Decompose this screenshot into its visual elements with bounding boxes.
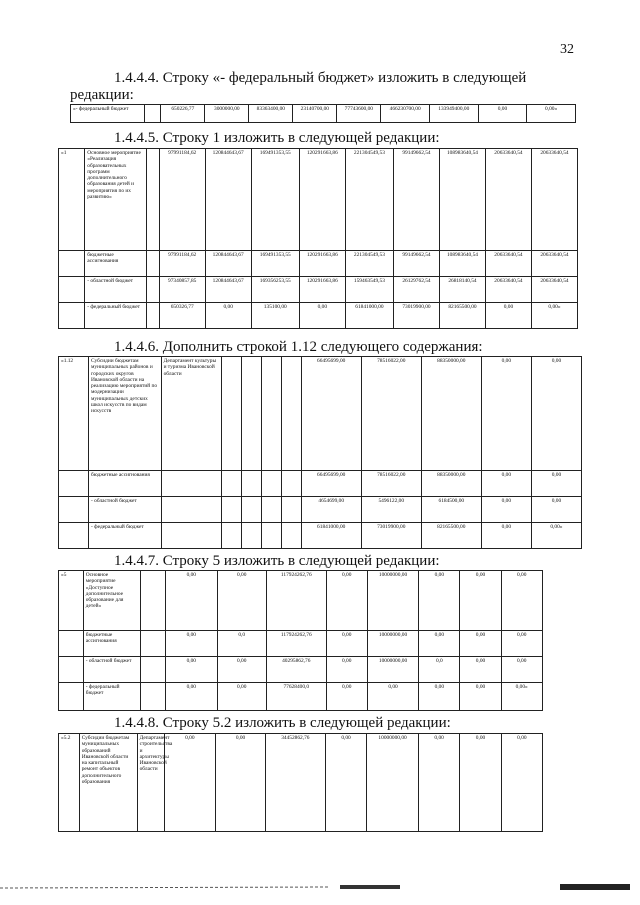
value-cell: 0,00 <box>481 523 531 549</box>
row-number-cell: «1 <box>59 149 85 251</box>
value-cell: 78516022,00 <box>361 471 421 497</box>
value-cell: 26129762,54 <box>394 277 440 303</box>
value-cell: 20633640,54 <box>531 149 577 251</box>
value-cell: 10000000,00 <box>367 571 418 631</box>
value-cell: 97991184,62 <box>159 149 205 251</box>
table-row <box>59 497 582 523</box>
value-cell: 78516022,00 <box>361 357 421 471</box>
value-cell: 0,00 <box>217 571 266 631</box>
value-cell: 169356253,55 <box>251 277 299 303</box>
row-label-cell: - областной бюджет <box>89 497 162 523</box>
value-cell: 0,00 <box>217 683 266 711</box>
value-cell: 120291663,86 <box>299 277 345 303</box>
value-cell: 0,00 <box>326 657 367 683</box>
value-cell <box>241 523 261 549</box>
heading-1-4-4-7: 1.4.4.7. Строку 5 изложить в следующей редакции: <box>114 553 440 569</box>
value-cell: 26818140,54 <box>439 277 485 303</box>
value-cell: 221304549,53 <box>345 251 393 277</box>
heading-1-4-4-6: 1.4.4.6. Дополнить строкой 1.12 следующего содержания: <box>114 339 483 355</box>
value-cell: 0,00 <box>418 734 459 832</box>
value-cell: 0,00 <box>478 105 527 123</box>
table-row <box>59 657 584 683</box>
value-cell: 650326,77 <box>159 303 205 329</box>
row-number-cell: «1.12 <box>59 357 89 471</box>
value-cell: 97991184,62 <box>159 251 205 277</box>
value-cell: 0,00 <box>326 631 367 657</box>
value-cell <box>161 471 221 497</box>
value-cell: 61841000,00 <box>301 523 361 549</box>
value-cell: 0,0 <box>217 631 266 657</box>
value-cell <box>221 523 241 549</box>
value-cell <box>146 277 159 303</box>
row-number-cell <box>59 683 84 711</box>
value-cell: 0,00 <box>326 683 367 711</box>
table-federal-budget <box>70 104 576 123</box>
table-row <box>59 149 578 251</box>
value-cell: 3000000,00 <box>205 105 249 123</box>
value-cell <box>281 497 301 523</box>
value-cell: 0,00 <box>481 471 531 497</box>
value-cell: 0,00 <box>205 303 251 329</box>
value-cell: 0,00 <box>460 683 501 711</box>
value-cell: 0,00 <box>166 683 217 711</box>
value-cell: 10000000,00 <box>367 734 419 832</box>
value-cell <box>141 657 166 683</box>
table-row <box>59 571 584 631</box>
value-cell: 0,00 <box>419 631 460 657</box>
row-label-cell: Основное мероприятие «Доступное дополнительное образование для детей» <box>83 571 141 631</box>
value-cell: 0,00» <box>501 683 542 711</box>
value-cell: 169491353,55 <box>251 251 299 277</box>
row-number-cell <box>59 471 89 497</box>
heading-1-4-4-8: 1.4.4.8. Строку 5.2 изложить в следующей редакции: <box>114 715 451 731</box>
value-cell: 0,00 <box>460 631 501 657</box>
value-cell: 221304549,53 <box>345 149 393 251</box>
value-cell: 120291663,86 <box>299 251 345 277</box>
table-row-1 <box>58 148 578 329</box>
value-cell: 0,00 <box>166 631 217 657</box>
value-cell <box>281 357 301 471</box>
value-cell: 0,00 <box>367 683 418 711</box>
heading-1-4-4-5: 1.4.4.5. Строку 1 изложить в следующей редакции: <box>114 130 440 146</box>
row-label-cell: - федеральный бюджет <box>89 523 162 549</box>
value-cell: 0,00 <box>164 734 216 832</box>
value-cell <box>221 471 241 497</box>
value-cell: 99149662,54 <box>394 251 440 277</box>
page-number: 32 <box>560 42 574 57</box>
row-label-cell: бюджетные ассигнования <box>83 631 141 657</box>
value-cell <box>281 471 301 497</box>
value-cell <box>261 357 281 471</box>
row-number-cell <box>59 277 85 303</box>
value-cell: 5496122,00 <box>361 497 421 523</box>
table-row-1-12 <box>58 356 582 549</box>
value-cell <box>261 523 281 549</box>
value-cell: 0,00 <box>166 657 217 683</box>
value-cell: 0,00 <box>460 571 501 631</box>
value-cell: 466230700,00 <box>381 105 430 123</box>
value-cell <box>146 251 159 277</box>
value-cell: 135100,00 <box>251 303 299 329</box>
value-cell: 0,00 <box>485 303 531 329</box>
value-cell <box>141 631 166 657</box>
value-cell: 133949400,00 <box>429 105 478 123</box>
value-cell: 20633640,54 <box>485 277 531 303</box>
value-cell: 0,00 <box>531 357 581 471</box>
table-row <box>71 105 576 123</box>
value-cell: 82165500,00 <box>421 523 481 549</box>
value-cell <box>281 523 301 549</box>
value-cell <box>261 471 281 497</box>
value-cell: 0,00 <box>531 471 581 497</box>
row-label-cell: - областной бюджет <box>85 277 146 303</box>
row-label-cell: бюджетные ассигнования <box>85 251 146 277</box>
value-cell: 77628400,0 <box>266 683 326 711</box>
row-number-cell <box>59 657 84 683</box>
value-cell: 23140700,00 <box>293 105 337 123</box>
value-cell: 0,00 <box>501 734 542 832</box>
value-cell: 120844643,67 <box>205 251 251 277</box>
value-cell <box>241 471 261 497</box>
value-cell: 10000000,00 <box>367 657 418 683</box>
value-cell: 83363400,00 <box>249 105 293 123</box>
value-cell: 0,00 <box>501 571 542 631</box>
value-cell <box>161 497 221 523</box>
value-cell: 0,00 <box>501 657 542 683</box>
value-cell: 0,00» <box>531 523 581 549</box>
row-label-cell: Субсидии бюджетам муниципальных образований Ивановской области на капитальный ремонт объектов дополнительного образования <box>79 734 137 832</box>
value-cell: 4654699,00 <box>301 497 361 523</box>
value-cell: 0,00 <box>217 657 266 683</box>
value-cell: 0,00 <box>501 631 542 657</box>
table-row <box>59 277 578 303</box>
value-cell: 20633640,54 <box>531 251 577 277</box>
value-cell: 0,00 <box>460 657 501 683</box>
row-number-cell <box>59 251 85 277</box>
value-cell: 169491353,55 <box>251 149 299 251</box>
value-cell: 0,00 <box>531 497 581 523</box>
value-cell <box>146 149 159 251</box>
value-cell <box>161 523 221 549</box>
value-cell: 82165500,00 <box>439 303 485 329</box>
heading-1-4-4-4-cont: редакции: <box>70 87 134 103</box>
value-cell: 0,00 <box>481 497 531 523</box>
scan-artifact-bottom <box>0 880 640 896</box>
value-cell: 10000000,00 <box>367 631 418 657</box>
value-cell <box>241 357 261 471</box>
value-cell: 117924262,76 <box>266 631 326 657</box>
value-cell: 0,00 <box>216 734 266 832</box>
row-number-cell <box>59 303 85 329</box>
row-label-cell: - областной бюджет <box>83 657 141 683</box>
table-row <box>59 734 585 832</box>
value-cell: 650226,77 <box>161 105 205 123</box>
value-cell <box>241 497 261 523</box>
value-cell: 159463549,53 <box>345 277 393 303</box>
value-cell: 88350000,00 <box>421 357 481 471</box>
value-cell: 34452862,76 <box>265 734 325 832</box>
value-cell: 6184500,00 <box>421 497 481 523</box>
value-cell: 117924262,76 <box>266 571 326 631</box>
value-cell <box>261 497 281 523</box>
value-cell: 66495699,00 <box>301 357 361 471</box>
value-cell <box>141 571 166 631</box>
value-cell <box>146 303 159 329</box>
table-row <box>59 357 582 471</box>
table-row-5 <box>58 570 584 711</box>
value-cell: 0,00 <box>326 571 367 631</box>
value-cell: 120844643,67 <box>205 149 251 251</box>
value-cell: 0,00» <box>527 105 576 123</box>
value-cell: 0,00 <box>166 571 217 631</box>
row-number-cell: «- федеральный бюджет <box>71 105 145 123</box>
value-cell: 108983640,54 <box>439 251 485 277</box>
row-number-cell <box>59 523 89 549</box>
table-row <box>59 471 582 497</box>
value-cell: 0,0 <box>419 657 460 683</box>
value-cell: 120291663,86 <box>299 149 345 251</box>
table-row <box>59 683 584 711</box>
value-cell: 97340857,85 <box>159 277 205 303</box>
value-cell: 66495699,00 <box>301 471 361 497</box>
value-cell: Департамент культуры и туризма Ивановской области <box>161 357 221 471</box>
value-cell <box>141 683 166 711</box>
value-cell: 73019900,00 <box>361 523 421 549</box>
table-row <box>59 631 584 657</box>
value-cell: 99149662,54 <box>394 149 440 251</box>
value-cell: 0,00 <box>419 683 460 711</box>
value-cell: 61841000,00 <box>345 303 393 329</box>
value-cell: 0,00 <box>325 734 366 832</box>
value-cell <box>221 357 241 471</box>
row-number-cell: «5.2 <box>59 734 80 832</box>
row-label-cell <box>145 105 161 123</box>
value-cell: 0,00» <box>531 303 577 329</box>
table-row <box>59 303 578 329</box>
value-cell: 20633640,54 <box>485 149 531 251</box>
row-label-cell: бюджетные ассигнования <box>89 471 162 497</box>
row-number-cell <box>59 497 89 523</box>
value-cell: 77743600,00 <box>337 105 381 123</box>
value-cell: 20633640,54 <box>531 277 577 303</box>
value-cell: 73019900,00 <box>394 303 440 329</box>
value-cell: 0,00 <box>460 734 501 832</box>
value-cell: 88350000,00 <box>421 471 481 497</box>
value-cell: Департамент строительства и архитектуры Ивановской области <box>137 734 164 832</box>
value-cell: 0,00 <box>419 571 460 631</box>
table-row <box>59 251 578 277</box>
value-cell: 108983640,54 <box>439 149 485 251</box>
row-label-cell: Субсидии бюджетам муниципальных районов и городских округов Ивановской области на реализацию мероприятий по модернизации муниципальных детских школ искусств по видам искусств <box>89 357 162 471</box>
table-row-5-2 <box>58 733 584 832</box>
value-cell: 0,00 <box>299 303 345 329</box>
row-number-cell <box>59 631 84 657</box>
value-cell: 0,00 <box>481 357 531 471</box>
value-cell: 40295862,76 <box>266 657 326 683</box>
value-cell: 120844643,67 <box>205 277 251 303</box>
row-label-cell: - федеральный бюджет <box>83 683 141 711</box>
row-number-cell: «5 <box>59 571 84 631</box>
row-label-cell: - федеральный бюджет <box>85 303 146 329</box>
row-label-cell: Основное мероприятие «Реализация образовательных программ дополнительного образования детей и мероприятия по их развитию» <box>85 149 146 251</box>
value-cell: 20633640,54 <box>485 251 531 277</box>
heading-1-4-4-4: 1.4.4.4. Строку «- федеральный бюджет» изложить в следующей <box>114 70 527 86</box>
value-cell <box>221 497 241 523</box>
table-row <box>59 523 582 549</box>
